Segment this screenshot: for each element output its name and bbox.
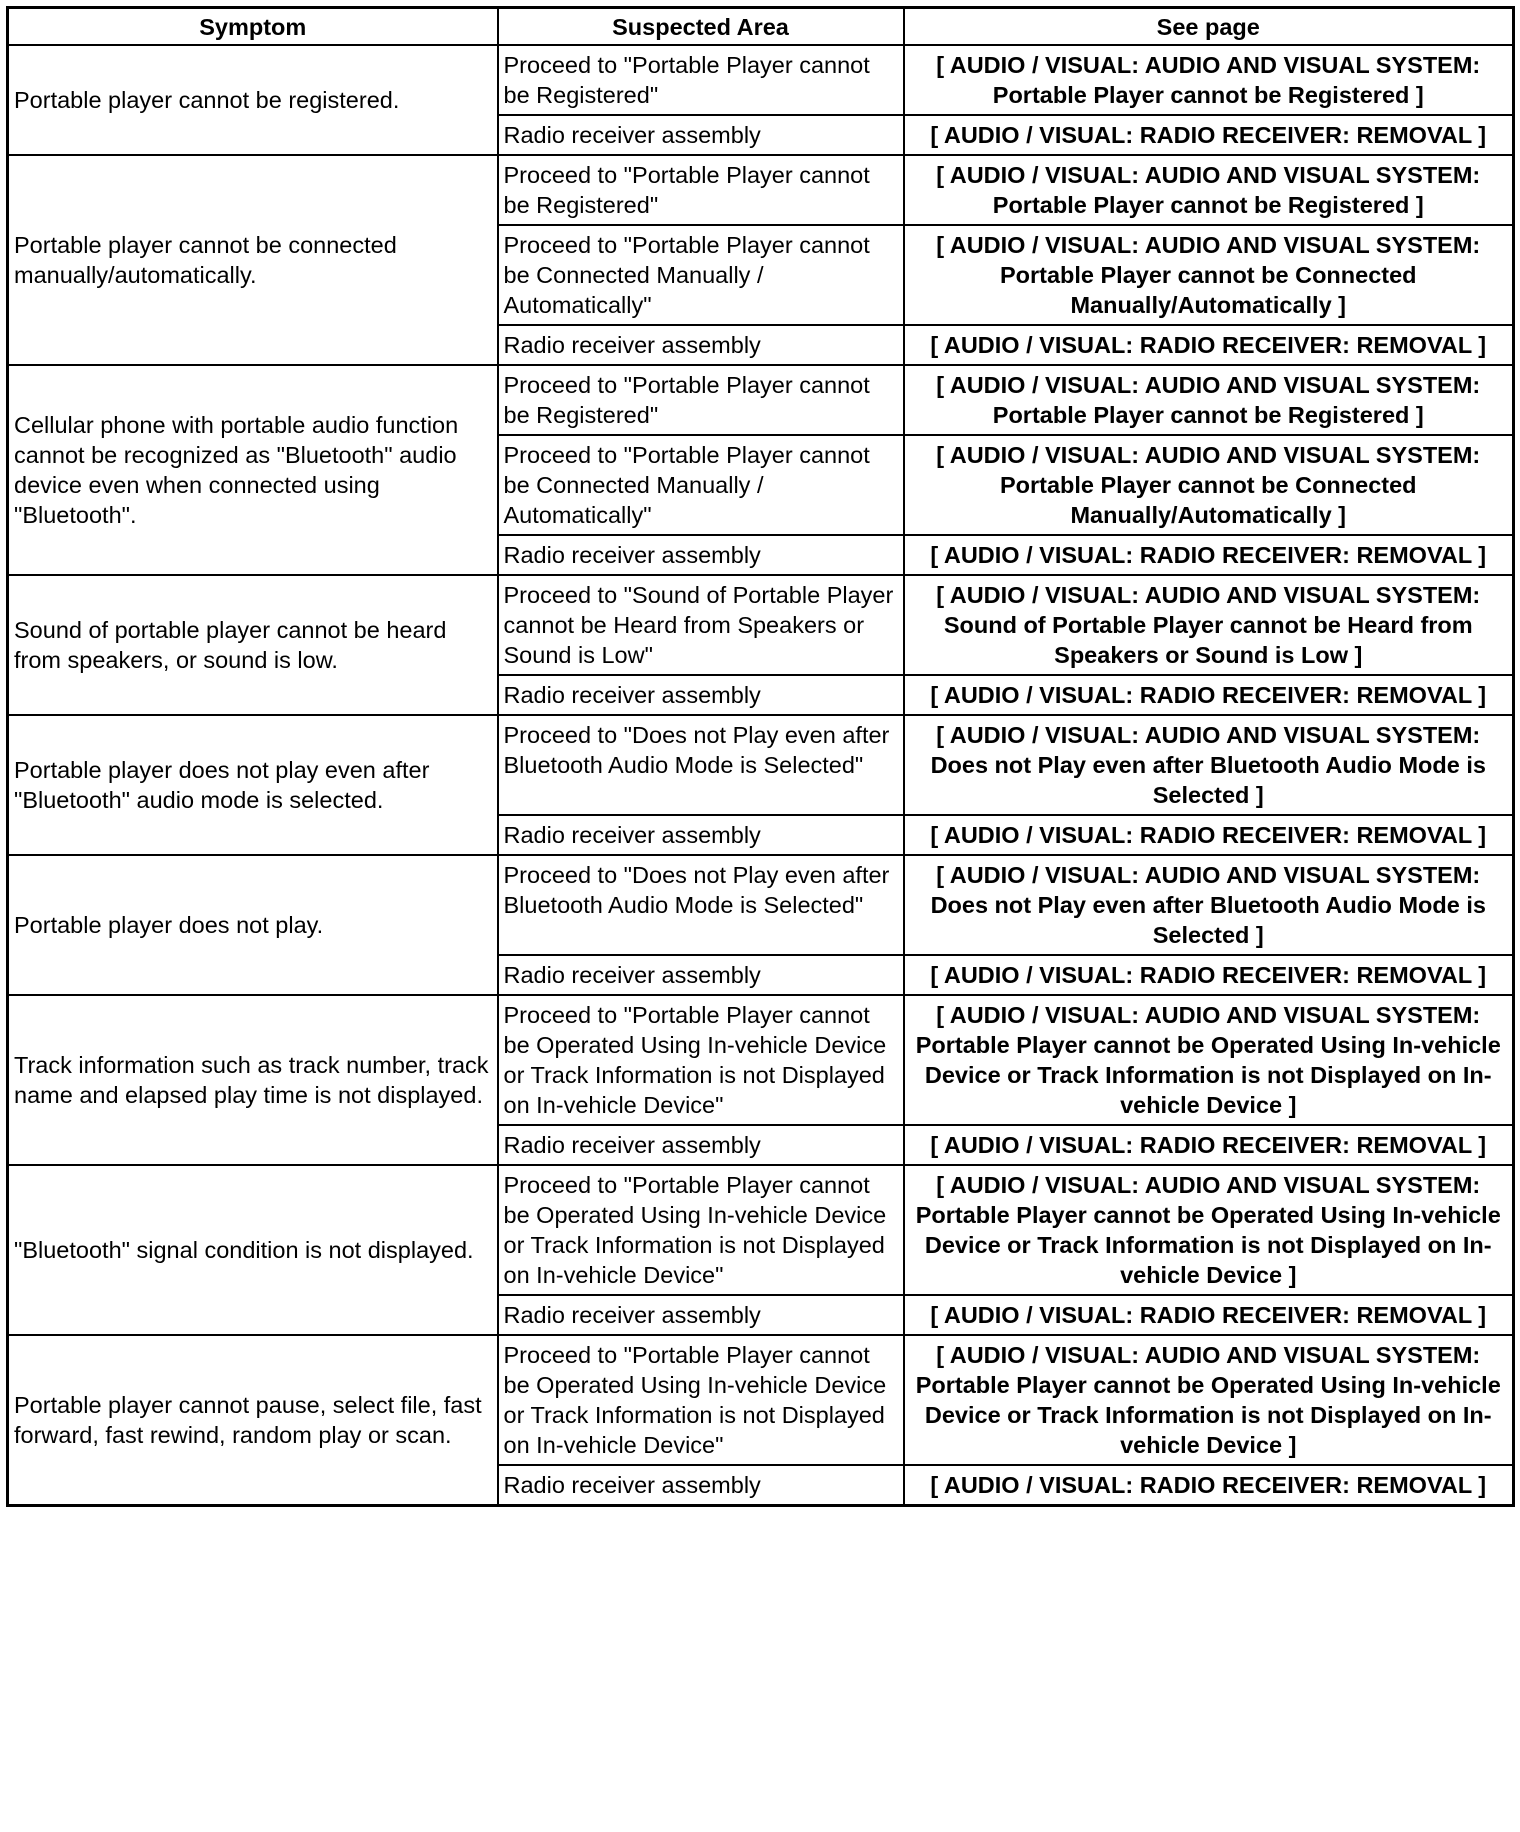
symptom-cell: Portable player cannot be connected manually/automatically. — [8, 155, 498, 365]
suspected-area-cell: Radio receiver assembly — [498, 815, 904, 855]
suspected-area-cell: Radio receiver assembly — [498, 535, 904, 575]
see-page-link[interactable]: [ AUDIO / VISUAL: RADIO RECEIVER: REMOVAL ] — [904, 1125, 1514, 1165]
see-page-link[interactable]: [ AUDIO / VISUAL: RADIO RECEIVER: REMOVAL ] — [904, 955, 1514, 995]
table-row — [8, 715, 1514, 815]
suspected-area-cell: Proceed to "Does not Play even after Bluetooth Audio Mode is Selected" — [498, 715, 904, 815]
suspected-area-cell: Proceed to "Does not Play even after Bluetooth Audio Mode is Selected" — [498, 855, 904, 955]
suspected-area-cell: Radio receiver assembly — [498, 325, 904, 365]
symptom-table — [6, 6, 1515, 1507]
suspected-area-cell: Radio receiver assembly — [498, 955, 904, 995]
suspected-area-cell: Proceed to "Portable Player cannot be Operated Using In-vehicle Device or Track Information is not Displayed on In-vehicle Device" — [498, 995, 904, 1125]
suspected-area-cell: Radio receiver assembly — [498, 675, 904, 715]
symptom-cell: Sound of portable player cannot be heard from speakers, or sound is low. — [8, 575, 498, 715]
suspected-area-cell: Proceed to "Portable Player cannot be Connected Manually / Automatically" — [498, 225, 904, 325]
suspected-area-cell: Proceed to "Portable Player cannot be Connected Manually / Automatically" — [498, 435, 904, 535]
table-row — [8, 365, 1514, 435]
symptom-cell: Portable player cannot be registered. — [8, 45, 498, 155]
symptom-cell: Portable player cannot pause, select file, fast forward, fast rewind, random play or scan. — [8, 1335, 498, 1506]
see-page-link[interactable]: [ AUDIO / VISUAL: AUDIO AND VISUAL SYSTEM: Portable Player cannot be Operated Using In-vehicle Device or Track Information is not Displayed on In-vehicle Device ] — [904, 1165, 1514, 1295]
suspected-area-cell: Proceed to "Portable Player cannot be Operated Using In-vehicle Device or Track Information is not Displayed on In-vehicle Device" — [498, 1165, 904, 1295]
see-page-link[interactable]: [ AUDIO / VISUAL: AUDIO AND VISUAL SYSTEM: Does not Play even after Bluetooth Audio Mode is Selected ] — [904, 855, 1514, 955]
symptom-cell: Cellular phone with portable audio function cannot be recognized as "Bluetooth" audio device even when connected using "Bluetooth". — [8, 365, 498, 575]
table-row — [8, 45, 1514, 115]
table-row — [8, 1335, 1514, 1465]
table-row — [8, 1165, 1514, 1295]
see-page-link[interactable]: [ AUDIO / VISUAL: AUDIO AND VISUAL SYSTEM: Portable Player cannot be Connected Manually/Automatically ] — [904, 225, 1514, 325]
header-row — [8, 8, 1514, 46]
see-page-link[interactable]: [ AUDIO / VISUAL: AUDIO AND VISUAL SYSTEM: Does not Play even after Bluetooth Audio Mode is Selected ] — [904, 715, 1514, 815]
symptom-cell: Portable player does not play even after "Bluetooth" audio mode is selected. — [8, 715, 498, 855]
symptom-cell: Portable player does not play. — [8, 855, 498, 995]
see-page-link[interactable]: [ AUDIO / VISUAL: AUDIO AND VISUAL SYSTEM: Portable Player cannot be Connected Manually/Automatically ] — [904, 435, 1514, 535]
suspected-area-cell: Proceed to "Portable Player cannot be Registered" — [498, 45, 904, 115]
see-page-link[interactable]: [ AUDIO / VISUAL: AUDIO AND VISUAL SYSTEM: Sound of Portable Player cannot be Heard from Speakers or Sound is Low ] — [904, 575, 1514, 675]
suspected-area-cell: Radio receiver assembly — [498, 115, 904, 155]
table-row — [8, 155, 1514, 225]
table-row — [8, 855, 1514, 955]
table-row — [8, 995, 1514, 1125]
suspected-area-cell: Proceed to "Portable Player cannot be Operated Using In-vehicle Device or Track Information is not Displayed on In-vehicle Device" — [498, 1335, 904, 1465]
suspected-area-cell: Proceed to "Sound of Portable Player cannot be Heard from Speakers or Sound is Low" — [498, 575, 904, 675]
see-page-link[interactable]: [ AUDIO / VISUAL: RADIO RECEIVER: REMOVAL ] — [904, 815, 1514, 855]
see-page-link[interactable]: [ AUDIO / VISUAL: RADIO RECEIVER: REMOVAL ] — [904, 1295, 1514, 1335]
suspected-area-cell: Radio receiver assembly — [498, 1465, 904, 1506]
suspected-area-cell: Radio receiver assembly — [498, 1125, 904, 1165]
see-page-link[interactable]: [ AUDIO / VISUAL: AUDIO AND VISUAL SYSTEM: Portable Player cannot be Operated Using In-vehicle Device or Track Information is not Displayed on In-vehicle Device ] — [904, 995, 1514, 1125]
see-page-link[interactable]: [ AUDIO / VISUAL: AUDIO AND VISUAL SYSTEM: Portable Player cannot be Operated Using In-vehicle Device or Track Information is not Displayed on In-vehicle Device ] — [904, 1335, 1514, 1465]
see-page-link[interactable]: [ AUDIO / VISUAL: RADIO RECEIVER: REMOVAL ] — [904, 115, 1514, 155]
suspected-area-cell: Proceed to "Portable Player cannot be Registered" — [498, 365, 904, 435]
see-page-link[interactable]: [ AUDIO / VISUAL: RADIO RECEIVER: REMOVAL ] — [904, 325, 1514, 365]
see-page-link[interactable]: [ AUDIO / VISUAL: RADIO RECEIVER: REMOVAL ] — [904, 535, 1514, 575]
see-page-link[interactable]: [ AUDIO / VISUAL: RADIO RECEIVER: REMOVAL ] — [904, 1465, 1514, 1506]
header-suspected-area: Suspected Area — [498, 8, 904, 46]
see-page-link[interactable]: [ AUDIO / VISUAL: AUDIO AND VISUAL SYSTEM: Portable Player cannot be Registered ] — [904, 155, 1514, 225]
see-page-link[interactable]: [ AUDIO / VISUAL: AUDIO AND VISUAL SYSTEM: Portable Player cannot be Registered ] — [904, 45, 1514, 115]
suspected-area-cell: Radio receiver assembly — [498, 1295, 904, 1335]
header-symptom: Symptom — [8, 8, 498, 46]
header-see-page: See page — [904, 8, 1514, 46]
table-body — [8, 45, 1514, 1506]
symptom-cell: Track information such as track number, track name and elapsed play time is not displayed. — [8, 995, 498, 1165]
see-page-link[interactable]: [ AUDIO / VISUAL: AUDIO AND VISUAL SYSTEM: Portable Player cannot be Registered ] — [904, 365, 1514, 435]
see-page-link[interactable]: [ AUDIO / VISUAL: RADIO RECEIVER: REMOVAL ] — [904, 675, 1514, 715]
symptom-cell: "Bluetooth" signal condition is not displayed. — [8, 1165, 498, 1335]
suspected-area-cell: Proceed to "Portable Player cannot be Registered" — [498, 155, 904, 225]
table-row — [8, 575, 1514, 675]
